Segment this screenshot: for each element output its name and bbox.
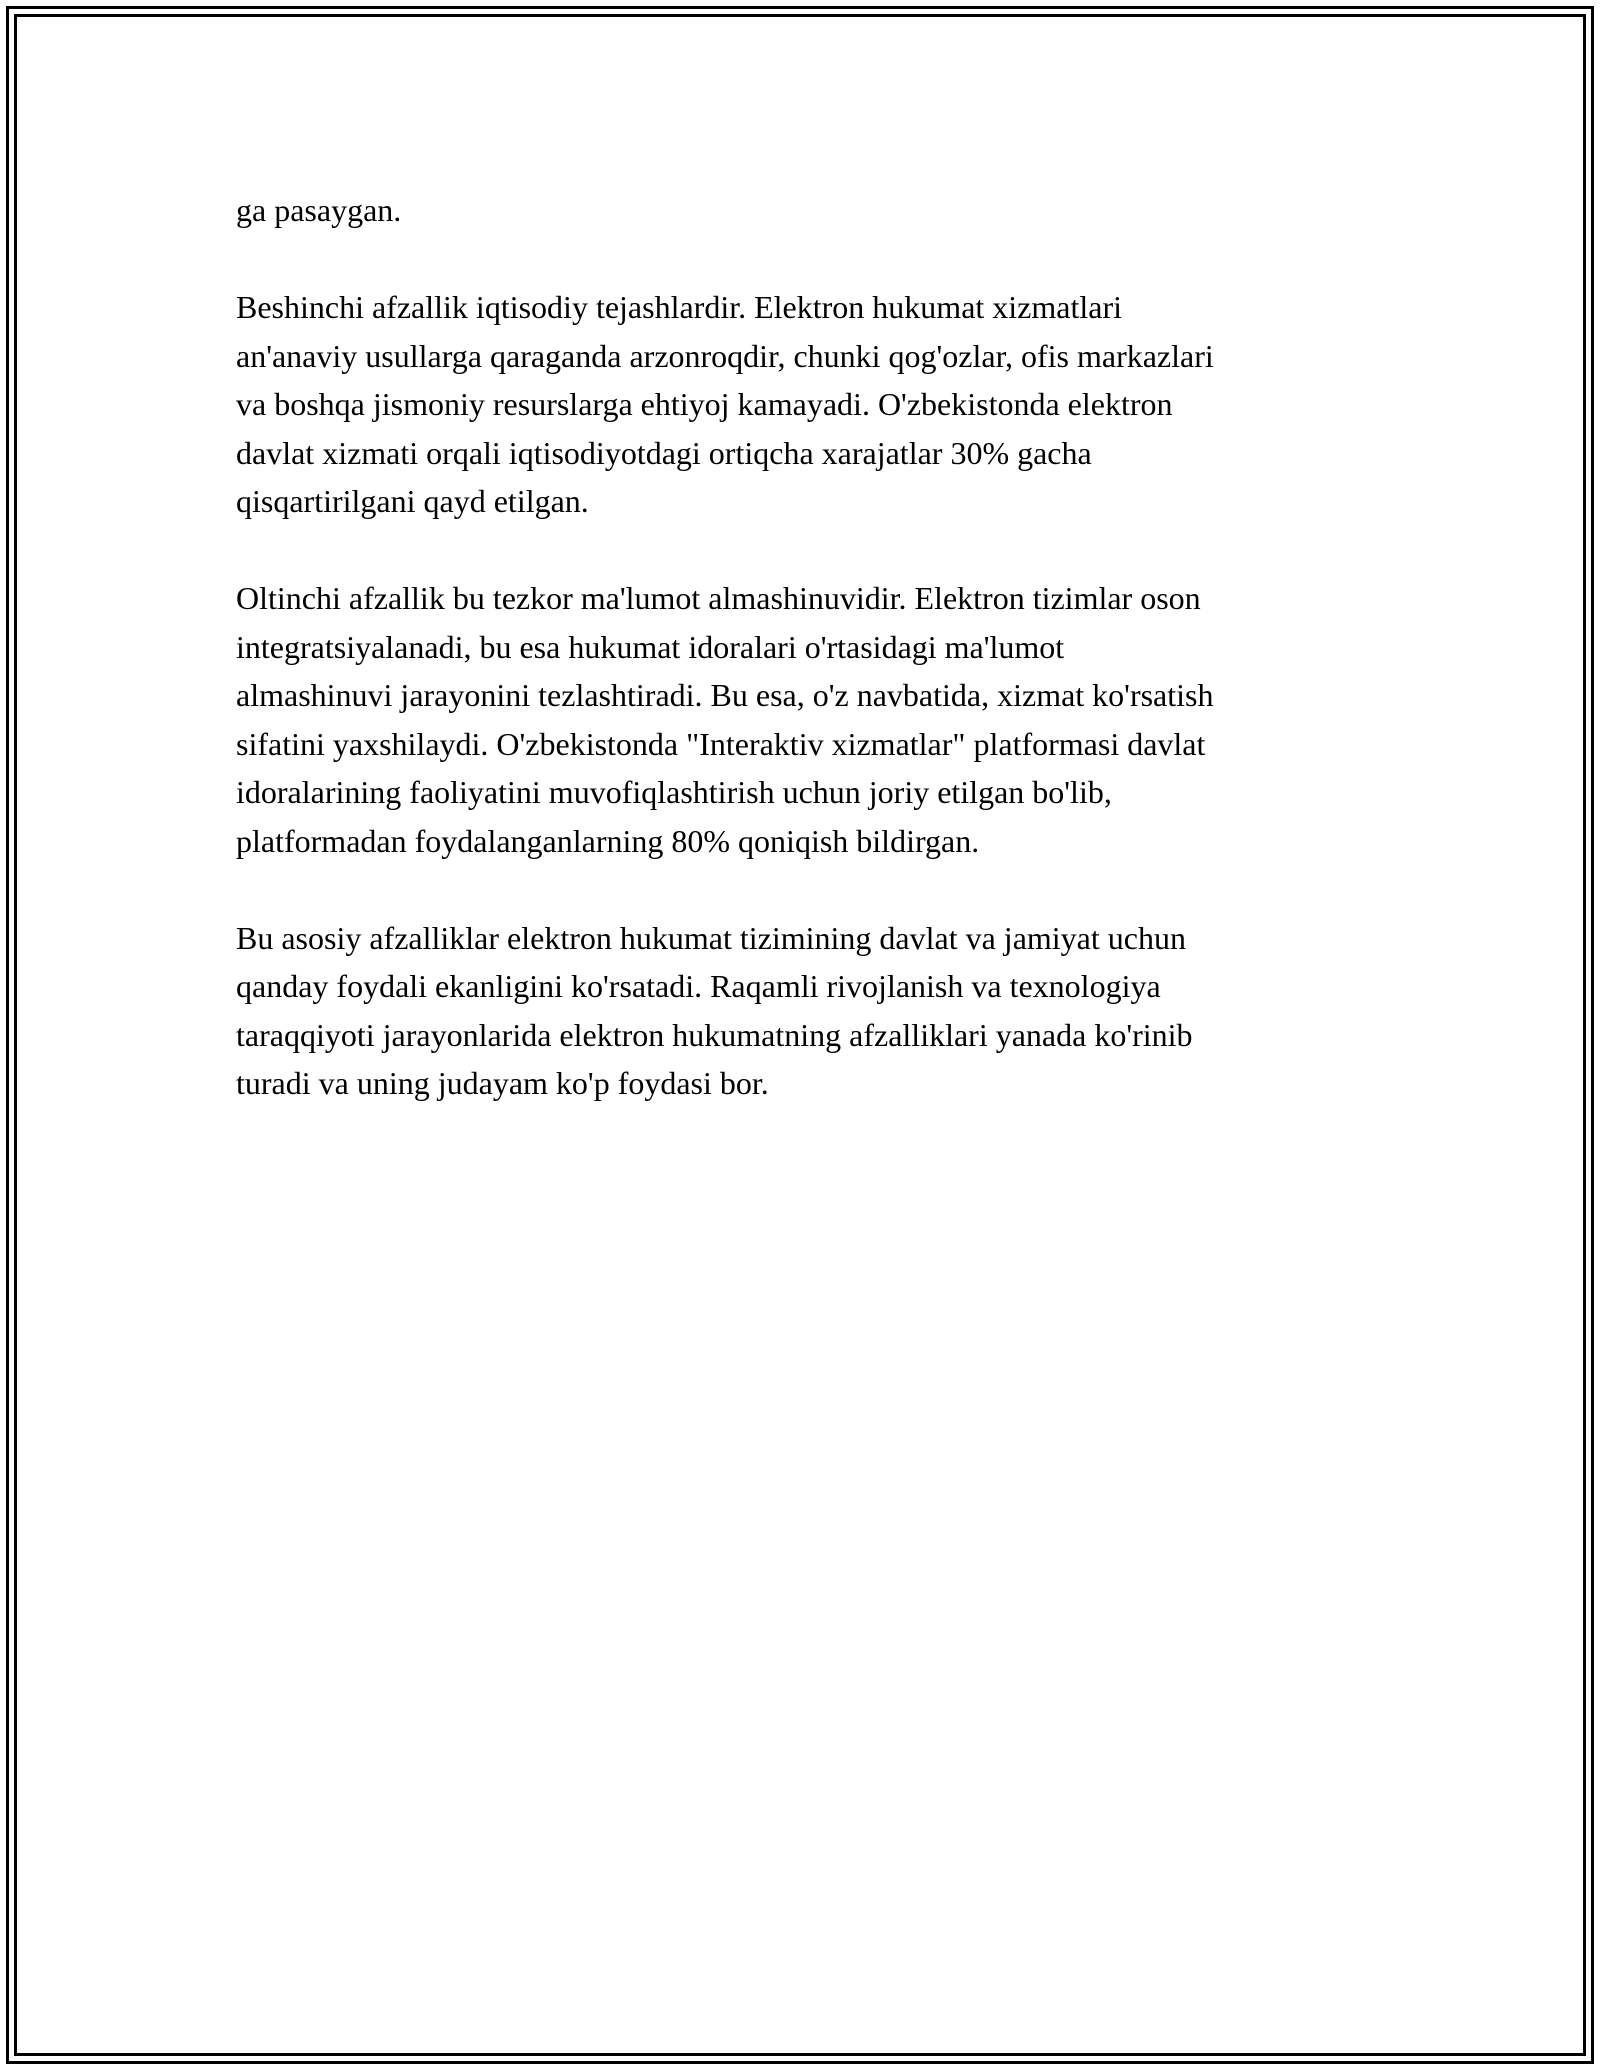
paragraph-conclusion: Bu asosiy afzalliklar elektron hukumat tizimining davlat va jamiyat uchun qanday foydali ekanligini ko'rsatadi. Raqamli rivojlanish va texnologiya taraqqiyoti jarayonlarida elektron hukumatning afzalliklari yanada ko'rinib turadi va uning judayam ko'p foydasi bor. <box>236 919 1193 1101</box>
paragraph-continuation: ga pasaygan. <box>236 192 402 228</box>
paragraph-data-exchange: Oltinchi afzallik bu tezkor ma'lumot almashinuvidir. Elektron tizimlar oson integratsiyalanadi, bu esa hukumat idoralari o'rtasidagi ma'lumot almashinuvi jarayonini tezlashtiradi. Bu esa, o'z navbatida, xizmat ko'rsatish sifatini yaxshilaydi. O'zbekistonda "Interaktiv xizmatlar" platformasi davlat idoralarining faoliyatini muvofiqlashtirish uchun joriy etilgan bo'lib, platformadan foydalanganlarning 80% qoniqish bildirgan. <box>236 580 1214 859</box>
paragraph-economic-savings: Beshinchi afzallik iqtisodiy tejashlardir. Elektron hukumat xizmatlari an'anaviy usullarga qaraganda arzonroqdir, chunki qog'ozlar, ofis markazlari va boshqa jismoniy resurslarga ehtiyoj kamayadi. O'zbekistonda elektron davlat xizmati orqali iqtisodiyotdagi ortiqcha xarajatlar 30% gacha qisqartirilgani qayd etilgan. <box>236 289 1214 519</box>
document-body <box>236 186 1366 1156</box>
